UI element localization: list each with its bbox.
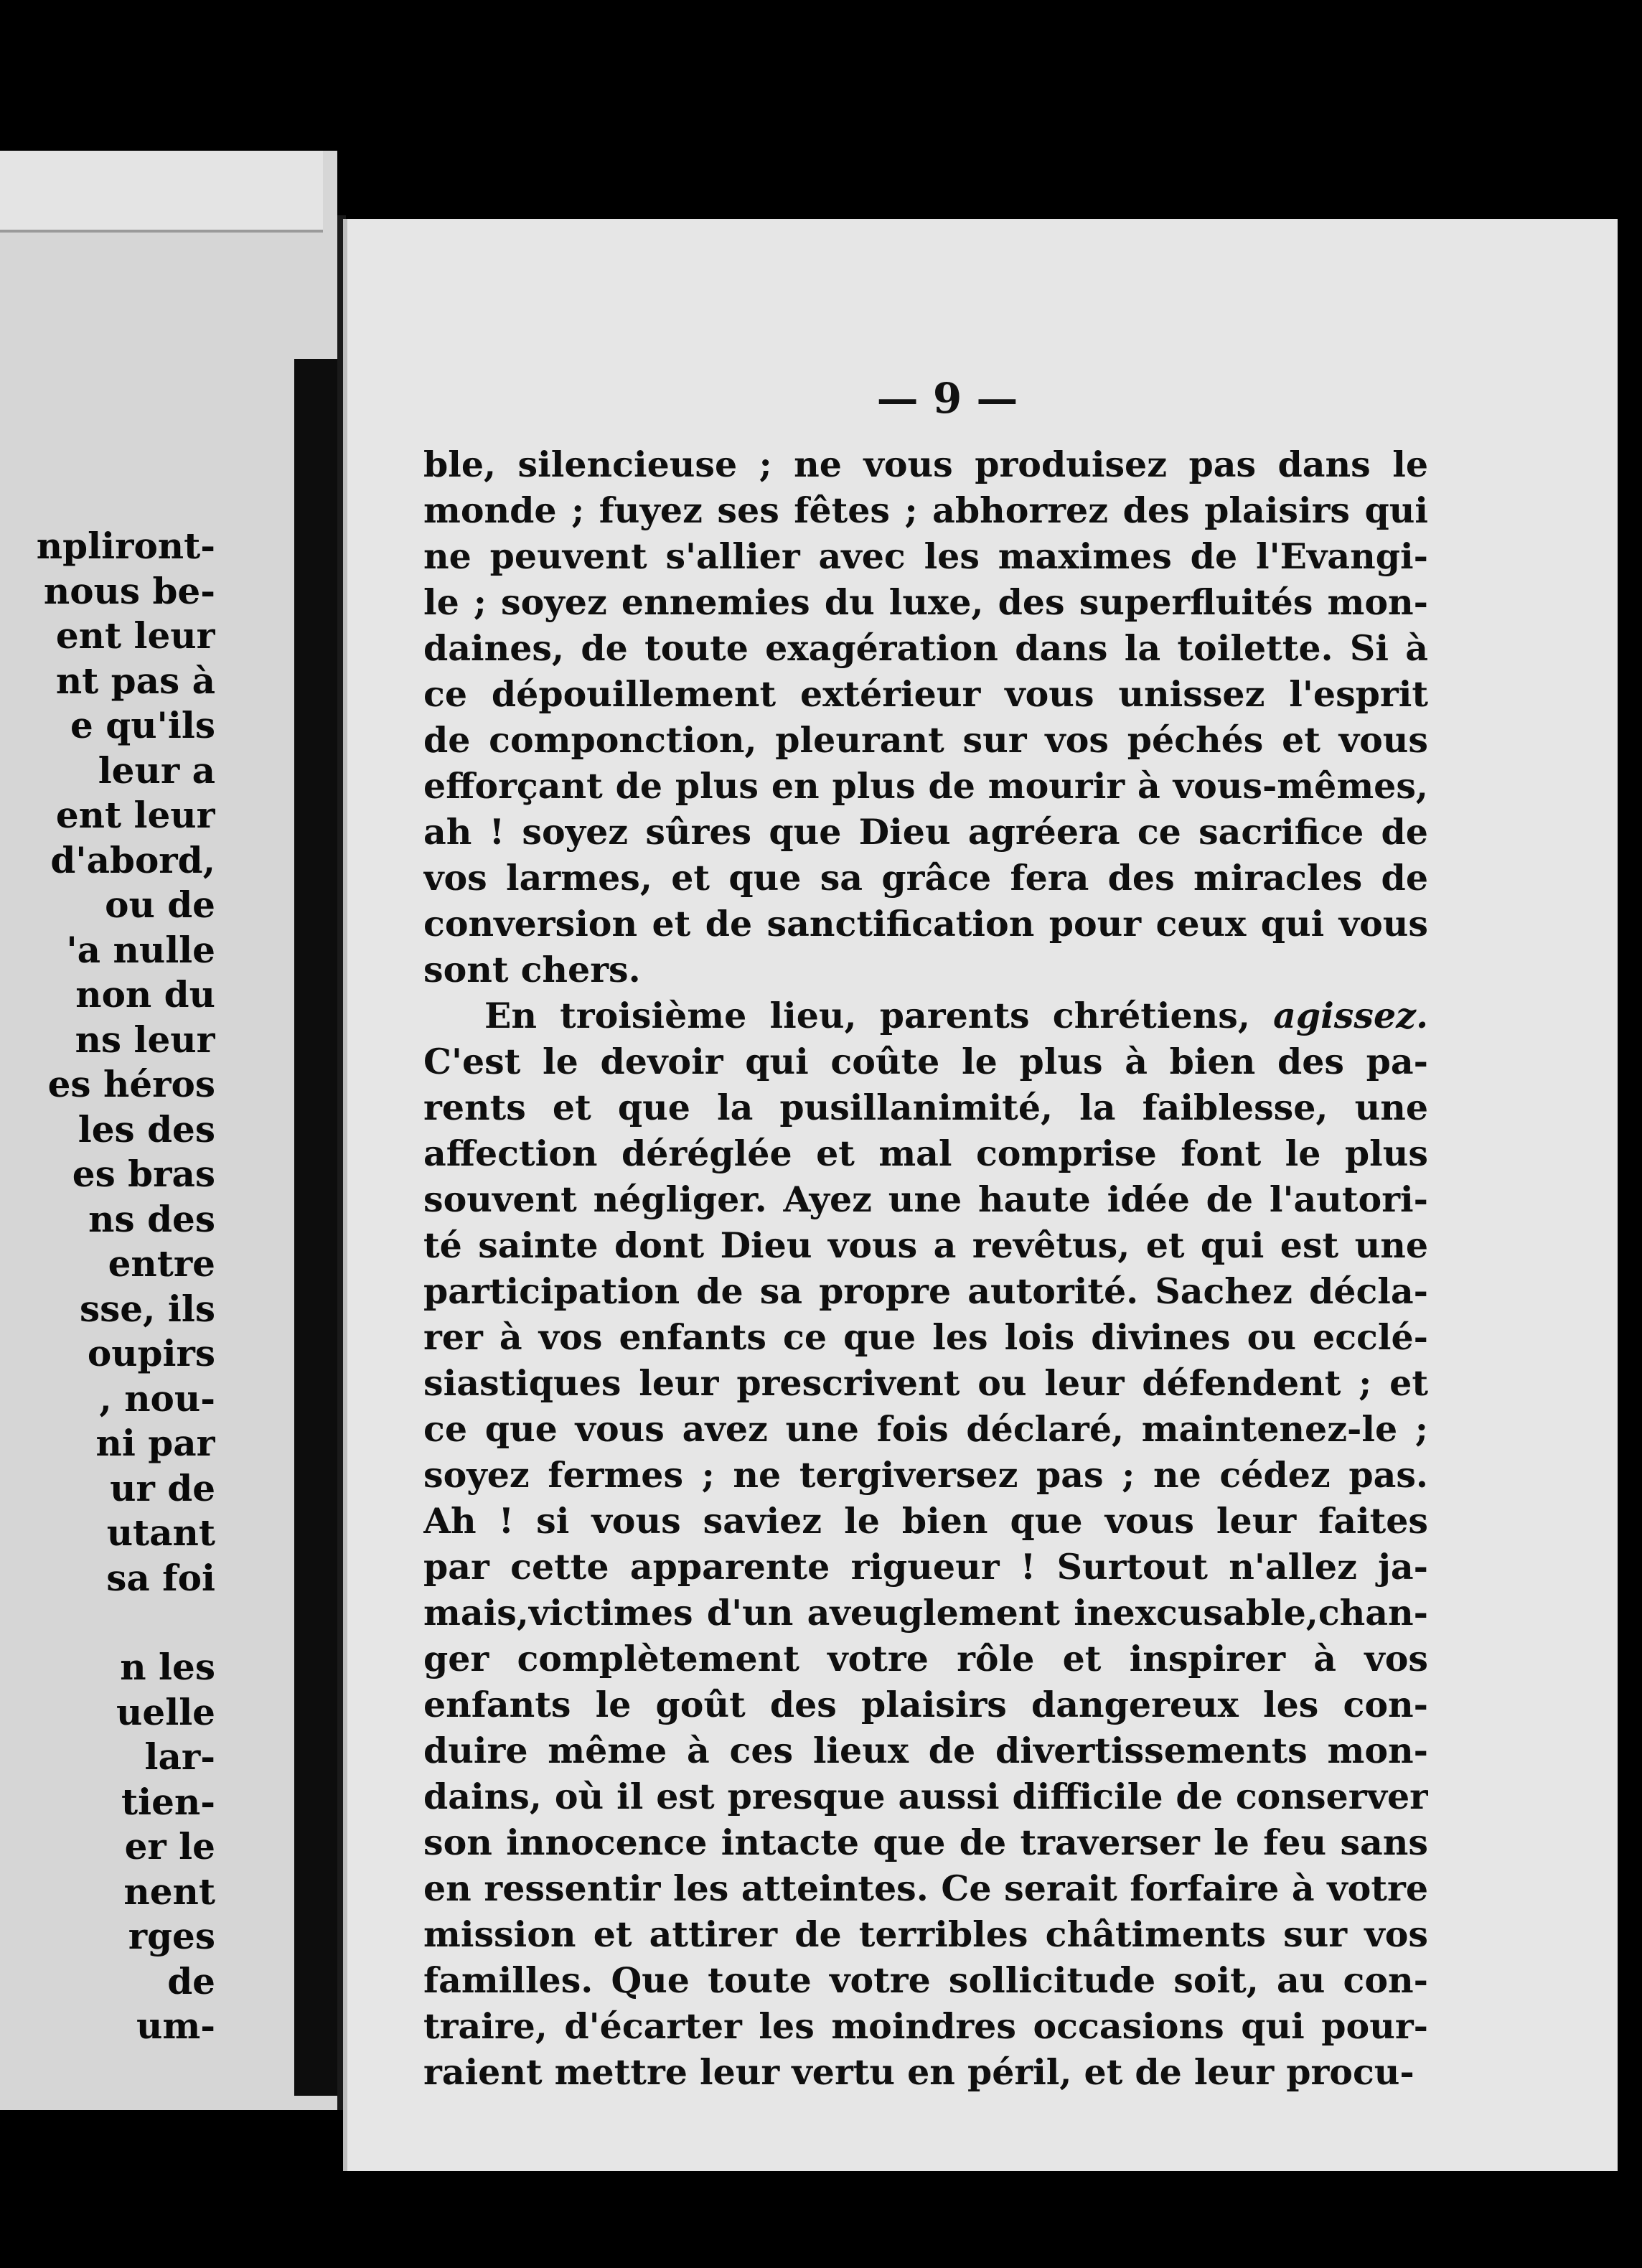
- text-line: ah ! soyez sûres que Dieu agréera ce sacrifice de: [423, 811, 1428, 853]
- text-line: ger complètement votre rôle et inspirer à vos: [423, 1638, 1428, 1679]
- previous-page-top-edge: [0, 151, 323, 233]
- text-line: , nou-: [99, 1377, 215, 1420]
- text-line: le ; soyez ennemies du luxe, des superfluités mon-: [423, 581, 1428, 623]
- text-line: non du: [75, 973, 215, 1016]
- text-line: oupirs: [87, 1332, 215, 1374]
- text-line: efforçant de plus en plus de mourir à vous-mêmes,: [423, 765, 1428, 807]
- text-line: um-: [136, 2005, 215, 2047]
- text-line: lar-: [144, 1735, 215, 1778]
- text-line: 'a nulle: [66, 928, 215, 971]
- text-line: entre: [108, 1242, 215, 1285]
- page-number: — 9 —: [876, 374, 1018, 423]
- text-line: participation de sa propre autorité. Sachez décla-: [423, 1270, 1428, 1312]
- text-line: es bras: [72, 1153, 215, 1195]
- text-line: n les: [120, 1646, 215, 1688]
- text-line: tien-: [121, 1780, 215, 1823]
- text-line: son innocence intacte que de traverser le feu sans: [423, 1822, 1428, 1863]
- text-line: ni par: [95, 1422, 215, 1464]
- text-line: souvent négliger. Ayez une haute idée de l'autori-: [423, 1178, 1428, 1220]
- text-line: nous be-: [43, 569, 215, 612]
- text-line: leur a: [98, 749, 215, 792]
- text-line: ns des: [88, 1197, 215, 1240]
- emphasis-word: agissez.: [1273, 995, 1428, 1036]
- text-line: dains, où il est presque aussi difficile de conserver: [423, 1776, 1428, 1817]
- text-line: conversion et de sanctification pour ceux qui vous: [423, 903, 1428, 945]
- text-line: ce que vous avez une fois déclaré, maintenez-le ;: [423, 1408, 1428, 1450]
- text-line: Ah ! si vous saviez le bien que vous leur faites: [423, 1500, 1428, 1542]
- text-line: soyez fermes ; ne tergiversez pas ; ne cédez pas.: [423, 1454, 1428, 1496]
- text-line: nt pas à: [55, 659, 215, 702]
- text-line: ent leur: [55, 794, 215, 836]
- text-line: vos larmes, et que sa grâce fera des miracles de: [423, 857, 1428, 899]
- text-line: d'abord,: [50, 838, 215, 881]
- text-line: ne peuvent s'allier avec les maximes de l'Evangi-: [423, 535, 1428, 577]
- text-line: té sainte dont Dieu vous a revêtus, et qui est une: [423, 1224, 1428, 1266]
- paragraph-start: En troisième lieu, parents chrétiens,: [484, 995, 1250, 1036]
- previous-page: [0, 151, 337, 2110]
- text-line: familles. Que toute votre sollicitude soit, au con-: [423, 1959, 1428, 2001]
- text-line: nent: [123, 1870, 215, 1913]
- text-line: er le: [124, 1825, 215, 1868]
- text-line: affection déréglée et mal comprise font le plus: [423, 1133, 1428, 1174]
- text-line: ce dépouillement extérieur vous unissez l'esprit: [423, 673, 1428, 715]
- text-line: rer à vos enfants ce que les lois divines ou ecclé-: [423, 1316, 1428, 1358]
- text-line: sa foi: [106, 1556, 215, 1599]
- text-line: les des: [78, 1107, 215, 1151]
- text-line: rges: [128, 1915, 215, 1957]
- text-line: duire même à ces lieux de divertissements mon-: [423, 1730, 1428, 1771]
- text-line: rents et que la pusillanimité, la faiblesse, une: [423, 1087, 1428, 1128]
- text-line: raient mettre leur vertu en péril, et de leur procu-: [423, 2051, 1415, 2093]
- page-body-text: [423, 441, 1428, 2095]
- text-line: en ressentir les atteintes. Ce serait forfaire à votre: [423, 1868, 1428, 1909]
- text-line: uelle: [116, 1690, 215, 1733]
- text-line: enfants le goût des plaisirs dangereux les con-: [423, 1684, 1428, 1725]
- text-line: mission et attirer de terribles châtiments sur vos: [423, 1913, 1428, 1955]
- text-line: traire, d'écarter les moindres occasions qui pour-: [423, 2005, 1428, 2047]
- text-line: ou de: [105, 884, 215, 926]
- text-line: C'est le devoir qui coûte le plus à bien des pa-: [423, 1041, 1428, 1082]
- text-line: sont chers.: [423, 949, 641, 990]
- text-line: monde ; fuyez ses fêtes ; abhorrez des plaisirs qui: [423, 489, 1428, 531]
- text-line: npliront-: [36, 525, 215, 567]
- text-line: utant: [106, 1512, 215, 1554]
- text-line: de componction, pleurant sur vos péchés et vous: [423, 719, 1428, 761]
- previous-page-text: [0, 524, 215, 2049]
- text-line: ns leur: [75, 1018, 215, 1061]
- text-line: e qu'ils: [70, 704, 215, 746]
- text-line: par cette apparente rigueur ! Surtout n'allez ja-: [423, 1546, 1428, 1588]
- text-line: de: [167, 1959, 215, 2002]
- text-line: ent leur: [55, 614, 215, 657]
- text-line: sse, ils: [79, 1287, 215, 1330]
- text-line: ble, silencieuse ; ne vous produisez pas dans le: [423, 444, 1428, 485]
- text-line: mais,victimes d'un aveuglement inexcusable,chan-: [423, 1592, 1428, 1634]
- text-line: siastiques leur prescrivent ou leur défendent ; et: [423, 1362, 1428, 1404]
- text-line: [423, 993, 1428, 1039]
- text-line: daines, de toute exagération dans la toilette. Si à: [423, 627, 1428, 669]
- text-line: es héros: [47, 1063, 215, 1105]
- text-line: ur de: [110, 1466, 215, 1509]
